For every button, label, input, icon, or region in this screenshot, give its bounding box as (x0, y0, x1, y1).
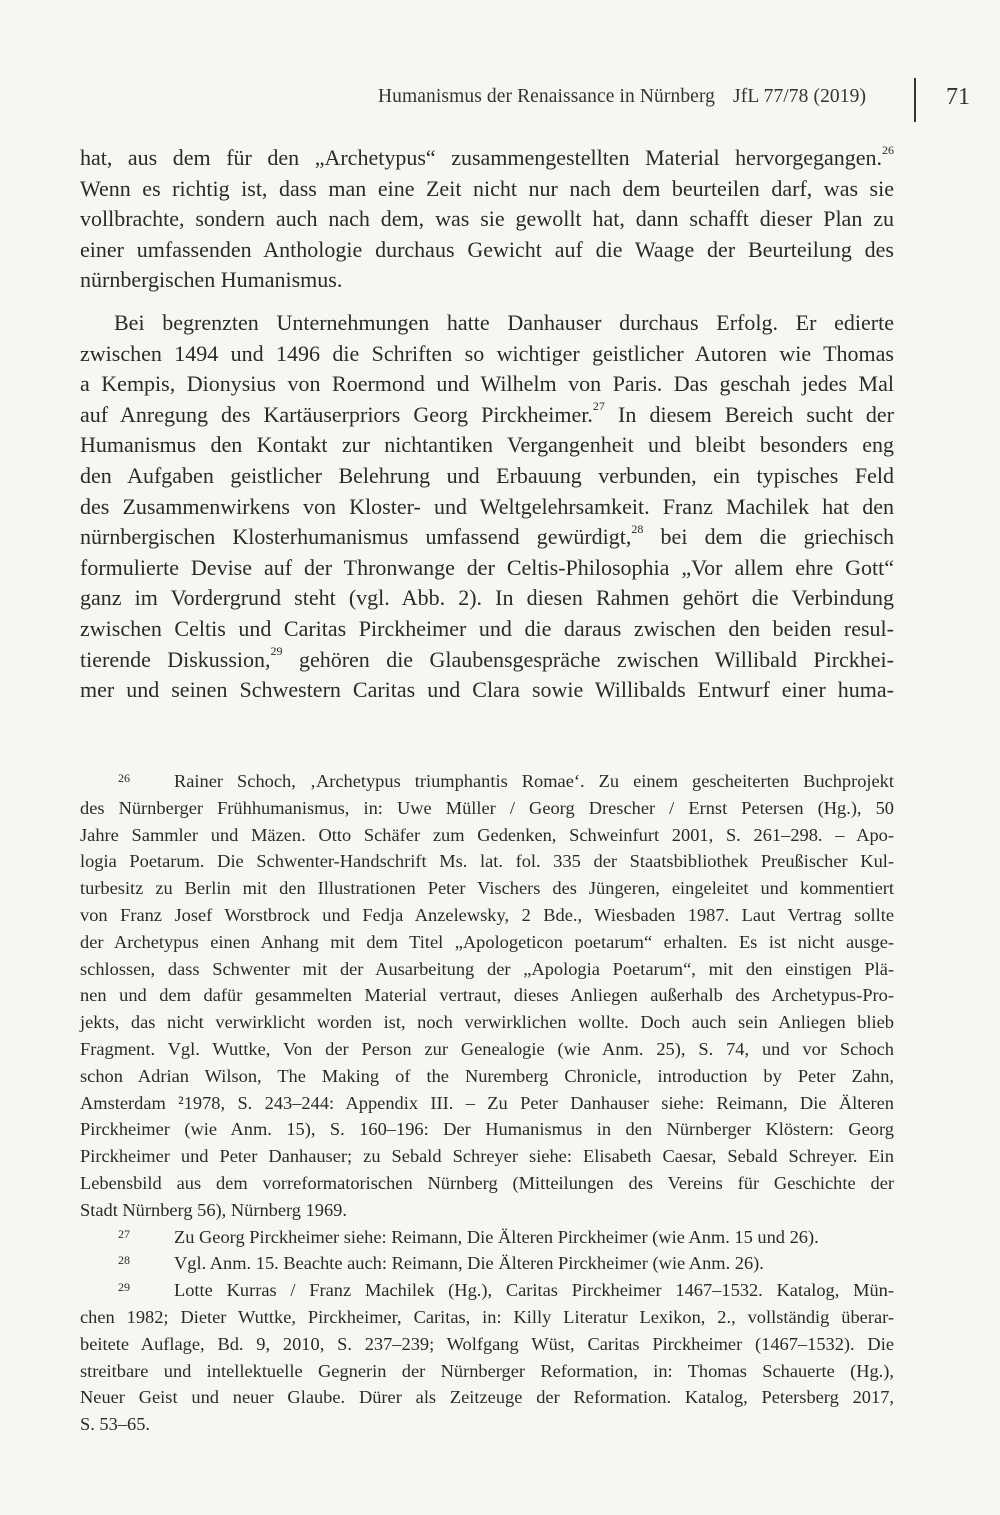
footnote-line: Stadt Nürnberg 56), Nürnberg 1969. (80, 1199, 347, 1220)
text-line: vollbrachte, sondern auch nach dem, was sie gewollt hat, dann schafft dieser Plan zu (80, 206, 894, 232)
footnote-line: nen und dem dafür gesammelten Material vertraut, dieses Anliegen außerhalb des Archetypus-Pro- (80, 985, 894, 1006)
footnote-28 (80, 1250, 894, 1277)
text-line: formulierte Devise auf der Thronwange der Celtis-Philosophia „Vor allem ehre Gott“ (80, 554, 894, 580)
page-number: 71 (946, 84, 970, 110)
paragraph-1 (80, 143, 894, 296)
header-rule (914, 78, 916, 122)
footnote-number: 26 (118, 771, 130, 785)
text-line: Bei begrenzten Unternehmungen hatte Danhauser durchaus Erfolg. Er edierte (114, 309, 894, 335)
footnote-line: jekts, das nicht verwirklicht worden ist, noch verwirklichen wollte. Doch auch sein Anliegen blieb (80, 1012, 894, 1033)
footnote-number: 28 (118, 1253, 130, 1268)
footnote-ref-29[interactable]: 29 (270, 644, 283, 659)
running-head (378, 86, 866, 108)
footnote-line: 29 Lotte Kurras / Franz Machilek (Hg.), Caritas Pirckheimer 1467–1532. Katalog, Mün- (80, 1277, 894, 1304)
footnote-line: 27 Zu Georg Pirckheimer siehe: Reimann, Die Älteren Pirckheimer (wie Anm. 15 und 26). (80, 1224, 894, 1251)
text-line: zwischen Celtis und Caritas Pirckheimer und die daraus zwischen den beiden resul- (80, 615, 894, 641)
footnote-line: Neuer Geist und neuer Glaube. Dürer als Zeitzeuge der Reformation. Katalog, Petersberg 2017, (80, 1387, 894, 1408)
footnote-ref-27[interactable]: 27 (592, 399, 605, 414)
footnote-line: Pirckheimer (wie Anm. 15), S. 160–196: Der Humanismus in den Nürnberger Klöstern: Georg (80, 1119, 894, 1140)
footnote-line: logia Poetarum. Die Schwenter-Handschrift Ms. lat. fol. 335 der Staatsbibliothek Preußischer Kul- (80, 851, 894, 872)
footnote-ref-26[interactable]: 26 (882, 142, 894, 157)
text-line: auf Anregung des Kartäuserpriors Georg Pirckheimer.$^{27}$ In diesem Bereich sucht der (80, 399, 895, 427)
text-line: ganz im Vordergrund steht (vgl. Abb. 2). In diesen Rahmen gehört die Verbindung (80, 585, 894, 611)
footnote-line: chen 1982; Dieter Wuttke, Pirckheimer, Caritas, in: Killy Literatur Lexikon, 2., vollständig überar- (80, 1306, 894, 1327)
footnote-27 (80, 1224, 894, 1251)
footnote-number: 29 (118, 1280, 130, 1295)
text-line: nürnbergischen Humanismus. (80, 267, 343, 293)
paragraph-2 (80, 308, 894, 706)
footnotes (80, 768, 894, 1438)
text-line: a Kempis, Dionysius von Roermond und Wilhelm von Paris. Das geschah jedes Mal (80, 371, 894, 397)
journal-citation: JfL 77/78 (2019) (733, 86, 867, 107)
footnote-line: schlossen, dass Schwenter mit der Ausarbeitung der „Apologia Poetarum“, mit den einstigen Plä- (80, 958, 894, 979)
footnote-line: S. 53–65. (80, 1414, 150, 1435)
text-line: zwischen 1494 und 1496 die Schriften so wichtiger geistlicher Autoren wie Thomas (80, 340, 894, 366)
main-text (80, 143, 894, 706)
footnote-line: streitbare und intellektuelle Gegnerin der Nürnberger Reformation, in: Thomas Schauerte (Hg.), (80, 1360, 894, 1381)
text-line: des Zusammenwirkens von Kloster- und Weltgelehrsamkeit. Franz Machilek hat den (80, 493, 894, 519)
text-line: Humanismus den Kontakt zur nichtantiken Vergangenheit und bleibt besonders eng (80, 432, 894, 458)
footnote-line: von Franz Josef Worstbrock und Fedja Anzelewsky, 2 Bde., Wiesbaden 1987. Laut Vertrag sollte (80, 904, 894, 925)
footnote-line: schon Adrian Wilson, The Making of the Nuremberg Chronicle, introduction by Peter Zahn, (80, 1065, 894, 1086)
footnote-26 (80, 768, 894, 1224)
text-line: Wenn es richtig ist, dass man eine Zeit nicht nur nach dem beurteilen darf, was sie (80, 175, 894, 201)
footnote-line: 28 Vgl. Anm. 15. Beachte auch: Reimann, Die Älteren Pirckheimer (wie Anm. 26). (80, 1250, 894, 1277)
text-line: einer umfassenden Anthologie durchaus Gewicht auf die Waage der Beurteilung des (80, 236, 894, 262)
footnote-line: 26 Rainer Schoch, ‚Archetypus triumphantis Romae‘. Zu einem gescheiterten Buchprojekt (80, 768, 894, 795)
running-title: Humanismus der Renaissance in Nürnberg (378, 86, 716, 107)
footnote-line: turbesitz zu Berlin mit den Illustrationen Peter Vischers des Jüngeren, eingeleitet und kommentiert (80, 878, 894, 899)
text-line: tierende Diskussion,$^{29}$ gehören die Glaubensgespräche zwischen Willibald Pirckhei- (80, 644, 894, 672)
text-line: nürnbergischen Klosterhumanismus umfassend gewürdigt,$^{28}$ bei dem die griechisch (80, 521, 894, 550)
text-line: hat, aus dem für den „Archetypus“ zusammengestellten Material hervorgegangen.$^{26}$ (80, 142, 894, 170)
text-line: den Aufgaben geistlicher Belehrung und Erbauung verbunden, ein typisches Feld (80, 462, 894, 488)
footnote-line: beitete Auflage, Bd. 9, 2010, S. 237–239; Wolfgang Wüst, Caritas Pirckheimer (1467–1532). Die (80, 1333, 894, 1354)
footnote-line: Pirckheimer und Peter Danhauser; zu Sebald Schreyer siehe: Elisabeth Caesar, Sebald Schreyer. Ein (80, 1146, 894, 1167)
footnote-29 (80, 1277, 894, 1438)
footnote-ref-28[interactable]: 28 (631, 521, 644, 536)
footnote-line: Lebensbild aus dem vorreformatorischen Nürnberg (Mitteilungen des Vereins für Geschichte der (80, 1172, 894, 1193)
footnote-line: Amsterdam ²1978, S. 243–244: Appendix III. – Zu Peter Danhauser siehe: Reimann, Die Älteren (80, 1092, 894, 1113)
footnote-line: des Nürnberger Frühhumanismus, in: Uwe Müller / Georg Drescher / Ernst Petersen (Hg.), 50 (80, 797, 894, 818)
footnote-line: der Archetypus einen Anhang mit dem Titel „Apologeticon poetarum“ erhalten. Es ist nicht ausge- (80, 931, 894, 952)
footnote-number: 27 (118, 1226, 130, 1241)
footnote-line: Jahre Sammler und Mäzen. Otto Schäfer zum Gedenken, Schweinfurt 2001, S. 261–298. – Apo- (80, 824, 894, 845)
footnote-line: Fragment. Vgl. Wuttke, Von der Person zur Genealogie (wie Anm. 25), S. 74, und vor Schoch (80, 1038, 894, 1059)
text-line: mer und seinen Schwestern Caritas und Clara sowie Willibalds Entwurf einer huma- (80, 677, 894, 703)
